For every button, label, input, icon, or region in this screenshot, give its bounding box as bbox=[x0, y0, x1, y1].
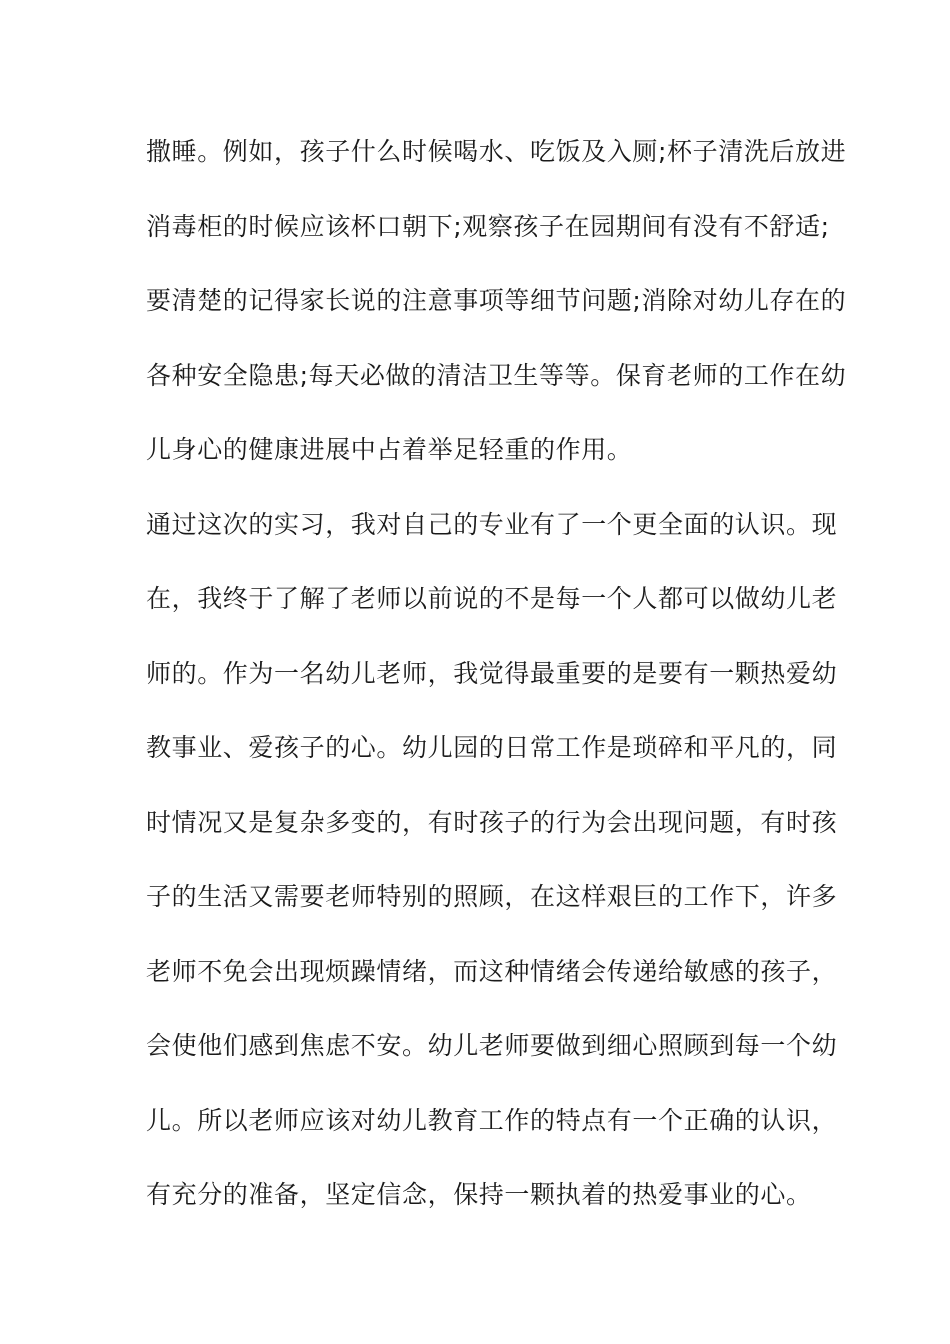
text-line: 要清楚的记得家长说的注意事项等细节问题;消除对幼儿存在的 bbox=[146, 286, 847, 315]
text-line: 儿。所以老师应该对幼儿教育工作的特点有一个正确的认识， bbox=[146, 1105, 838, 1135]
text-line: 子的生活又需要老师特别的照顾，在这样艰巨的工作下，许多 bbox=[146, 882, 838, 911]
text-line: 消毒柜的时候应该杯口朝下;观察孩子在园期间有没有不舒适; bbox=[146, 211, 830, 241]
text-line: 通过这次的实习，我对自己的专业有了一个更全面的认识。现 bbox=[146, 509, 838, 539]
text-line: 时情况又是复杂多变的，有时孩子的行为会出现问题，有时孩 bbox=[146, 807, 838, 837]
text-line: 儿身心的健康进展中占着举足轻重的作用。 bbox=[146, 435, 633, 464]
text-line: 会使他们感到焦虑不安。幼儿老师要做到细心照顾到每一个幼 bbox=[146, 1031, 838, 1060]
text-line: 老师不免会出现烦躁情绪，而这种情绪会传递给敏感的孩子， bbox=[146, 956, 838, 986]
text-line: 在，我终于了解了老师以前说的不是每一个人都可以做幼儿老 bbox=[146, 584, 838, 613]
text-line: 教事业、爱孩子的心。幼儿园的日常工作是琐碎和平凡的，同 bbox=[146, 733, 838, 762]
document-body bbox=[146, 132, 847, 1250]
text-line: 撒睡。例如，孩子什么时候喝水、吃饭及入厕;杯子清洗后放进 bbox=[146, 137, 847, 166]
text-line: 师的。作为一名幼儿老师，我觉得最重要的是要有一颗热爱幼 bbox=[146, 658, 838, 688]
text-line: 各种安全隐患;每天必做的清洁卫生等等。保育老师的工作在幼 bbox=[146, 360, 847, 390]
text-line: 有充分的准备，坚定信念，保持一颗执着的热爱事业的心。 bbox=[146, 1180, 812, 1209]
